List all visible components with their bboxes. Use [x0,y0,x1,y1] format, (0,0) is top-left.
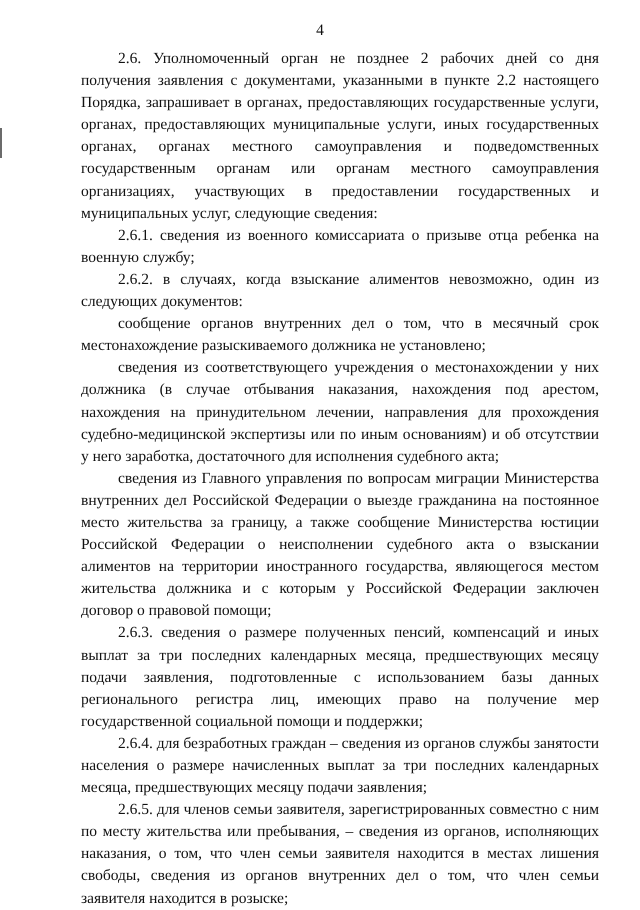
paragraph-institution-info: сведения из соответствующего учреждения о местонахождении у них должника (в случае отбывания наказания, нахождения под арестом, нахождения на принудительном лечении, направления для прохождения судебно-медицинской экспертизы или по иным основаниям) и об отсутствии у него заработка, достаточного для исполнения судебного акта; [81,359,599,465]
page-number: 4 [316,22,324,39]
paragraph-2-6-2: 2.6.2. в случаях, когда взыскание алиментов невозможно, один из следующих документов: [81,270,599,311]
paragraph-migration-info: сведения из Главного управления по вопросам миграции Министерства внутренних дел Российской Федерации о выезде гражданина на постоянное место жительства за границу, а также сообщение Министерства юстиции Российской Федерации о неисполнении судебного акта о взыскании алиментов на территории иностранного государства, являющегося местом жительства должника и с которым у Российской Федерации заключен договор о правовой помощи; [81,469,599,620]
document-body [81,48,599,910]
paragraph-2-6-3: 2.6.3. сведения о размере полученных пенсий, компенсаций и иных выплат за три последних календарных месяца, предшествующих месяцу подачи заявления, подготовленные с использованием базы данных регионального регистра лиц, имеющих право на получение мер государственной социальной помощи и поддержки; [81,624,599,730]
paragraph-2-6: 2.6. Уполномоченный орган не позднее 2 рабочих дней со дня получения заявления с документами, указанными в пункте 2.2 настоящего Порядка, запрашивает в органах, предоставляющих государственные услуги, органах, предоставляющих муниципальные услуги, иных государственных органах, органах местного самоуправления и подведомственных государственным органам или органам местного самоуправления организациях, участвующих в предоставлении государственных и муниципальных услуг, следующие сведения: [81,50,599,222]
paragraph-2-6-5: 2.6.5. для членов семьи заявителя, зарегистрированных совместно с ним по месту жительства или пребывания, – сведения из органов, исполняющих наказания, о том, что член семьи заявителя находится в местах лишения свободы, сведения из органов внутренних дел о том, что член семьи заявителя находится в розыске; [81,801,599,907]
scan-edge-mark [0,128,2,158]
paragraph-police-report: сообщение органов внутренних дел о том, что в месячный срок местонахождение разыскиваемого должника не установлено; [81,315,599,355]
paragraph-2-6-4: 2.6.4. для безработных граждан – сведения из органов службы занятости населения о размере начисленных выплат за три последних календарных месяца, предшествующих месяцу подачи заявления; [81,734,600,797]
paragraph-2-6-1: 2.6.1. сведения из военного комиссариата о призыве отца ребенка на военную службу; [81,226,599,266]
